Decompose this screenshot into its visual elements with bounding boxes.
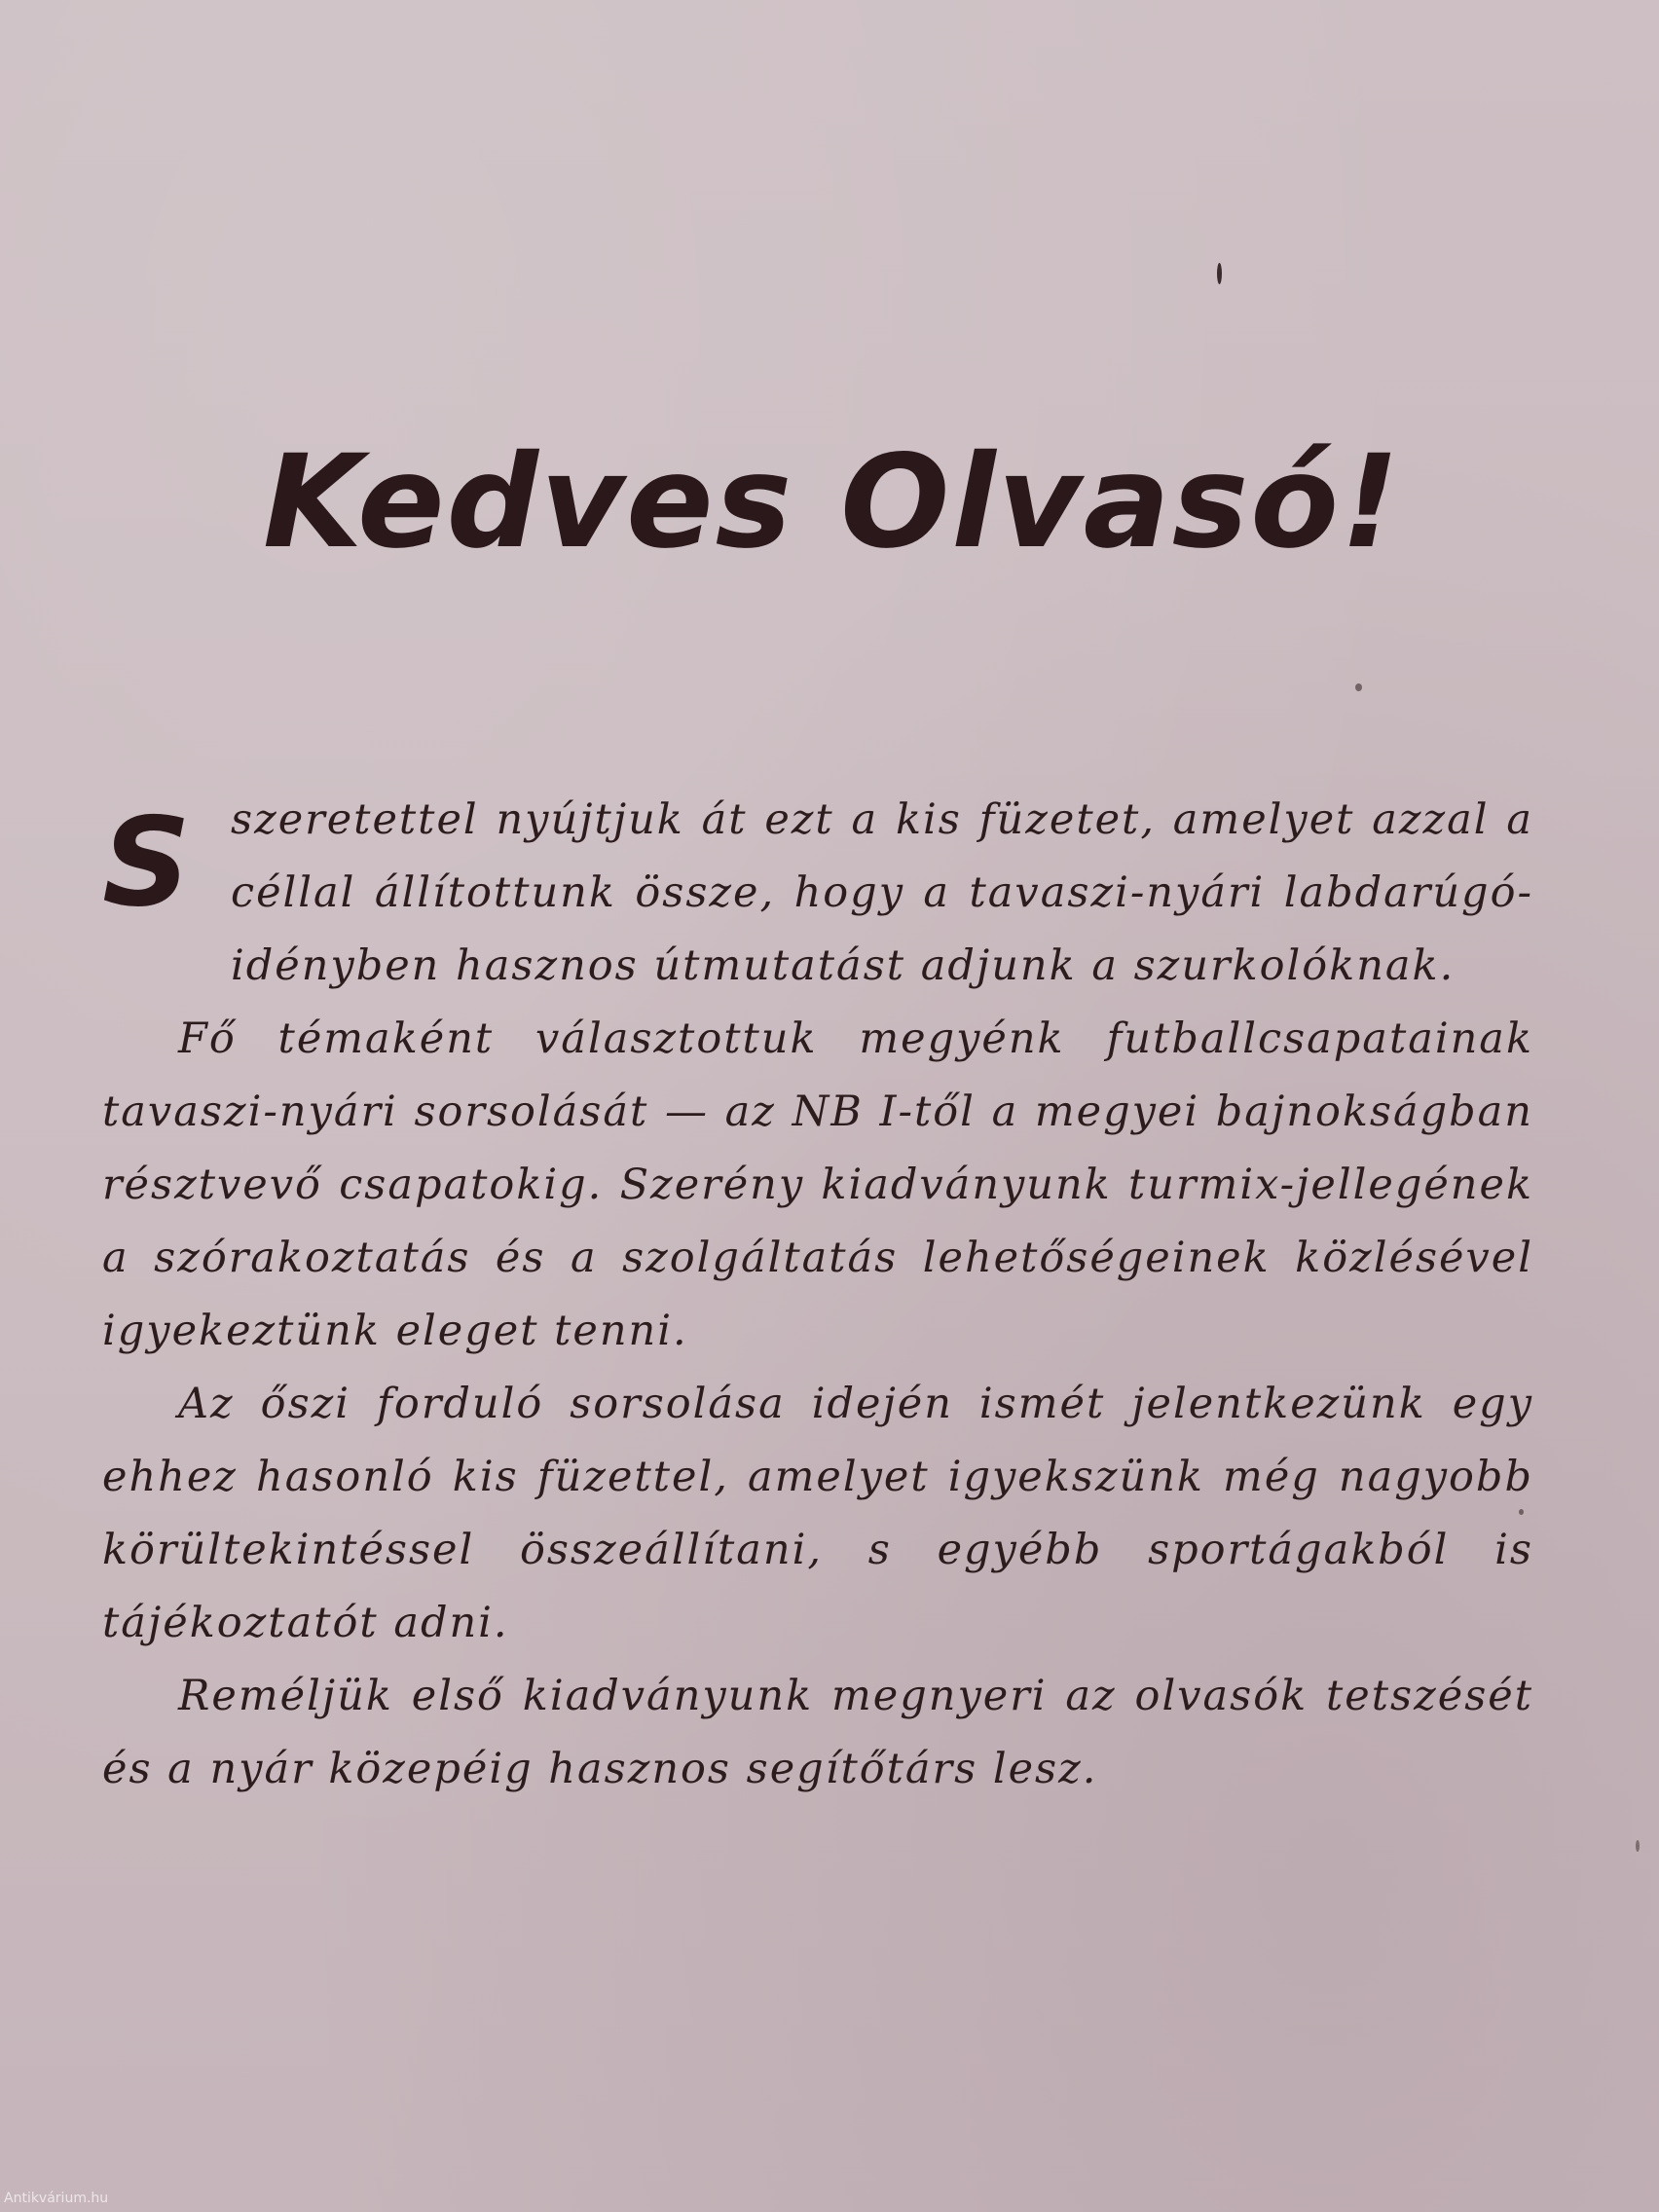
- paragraph-4: Reméljük első kiadványunk megnyeri az olvasók tetszését és a nyár közepéig hasznos segítőtárs lesz.: [102, 1672, 1533, 1793]
- paragraph-1: [102, 784, 1533, 1003]
- paragraph-1-text: szeretettel nyújtjuk át ezt a kis füzetet, amelyet azzal a céllal állítottunk össze, hogy a tavaszi-nyári labdarúgó-idényben hasznos útmutatást adjunk a szurkolóknak.: [231, 795, 1533, 990]
- letter-body: [102, 784, 1533, 1806]
- dropcap-letter: S: [102, 791, 193, 934]
- paper-speck: [1636, 1840, 1640, 1852]
- paper-speck: [1217, 263, 1222, 284]
- paper-speck: [1519, 1509, 1524, 1515]
- paragraph-3: Az őszi forduló sorsolása idején ismét jelentkezünk egy ehhez hasonló kis füzettel, amelyet igyekszünk még nagyobb körültekintéssel összeállítani, s egyébb sportágakból is tájékoztatót adni.: [102, 1380, 1533, 1647]
- watermark: Antikvárium.hu: [4, 2191, 109, 2206]
- paper-speck: [1355, 683, 1362, 691]
- page-title: Kedves Olvasó!: [263, 427, 1402, 577]
- paragraph-2: Fő témaként választottuk megyénk futballcsapatainak tavaszi-nyári sorsolását — az NB I-től a megyei bajnokságban résztvevő csapatokig. Szerény kiadványunk turmix-jellegének a szórakoztatás és a szolgáltatás lehetőségeinek közlésével igyekeztünk eleget tenni.: [102, 1014, 1533, 1355]
